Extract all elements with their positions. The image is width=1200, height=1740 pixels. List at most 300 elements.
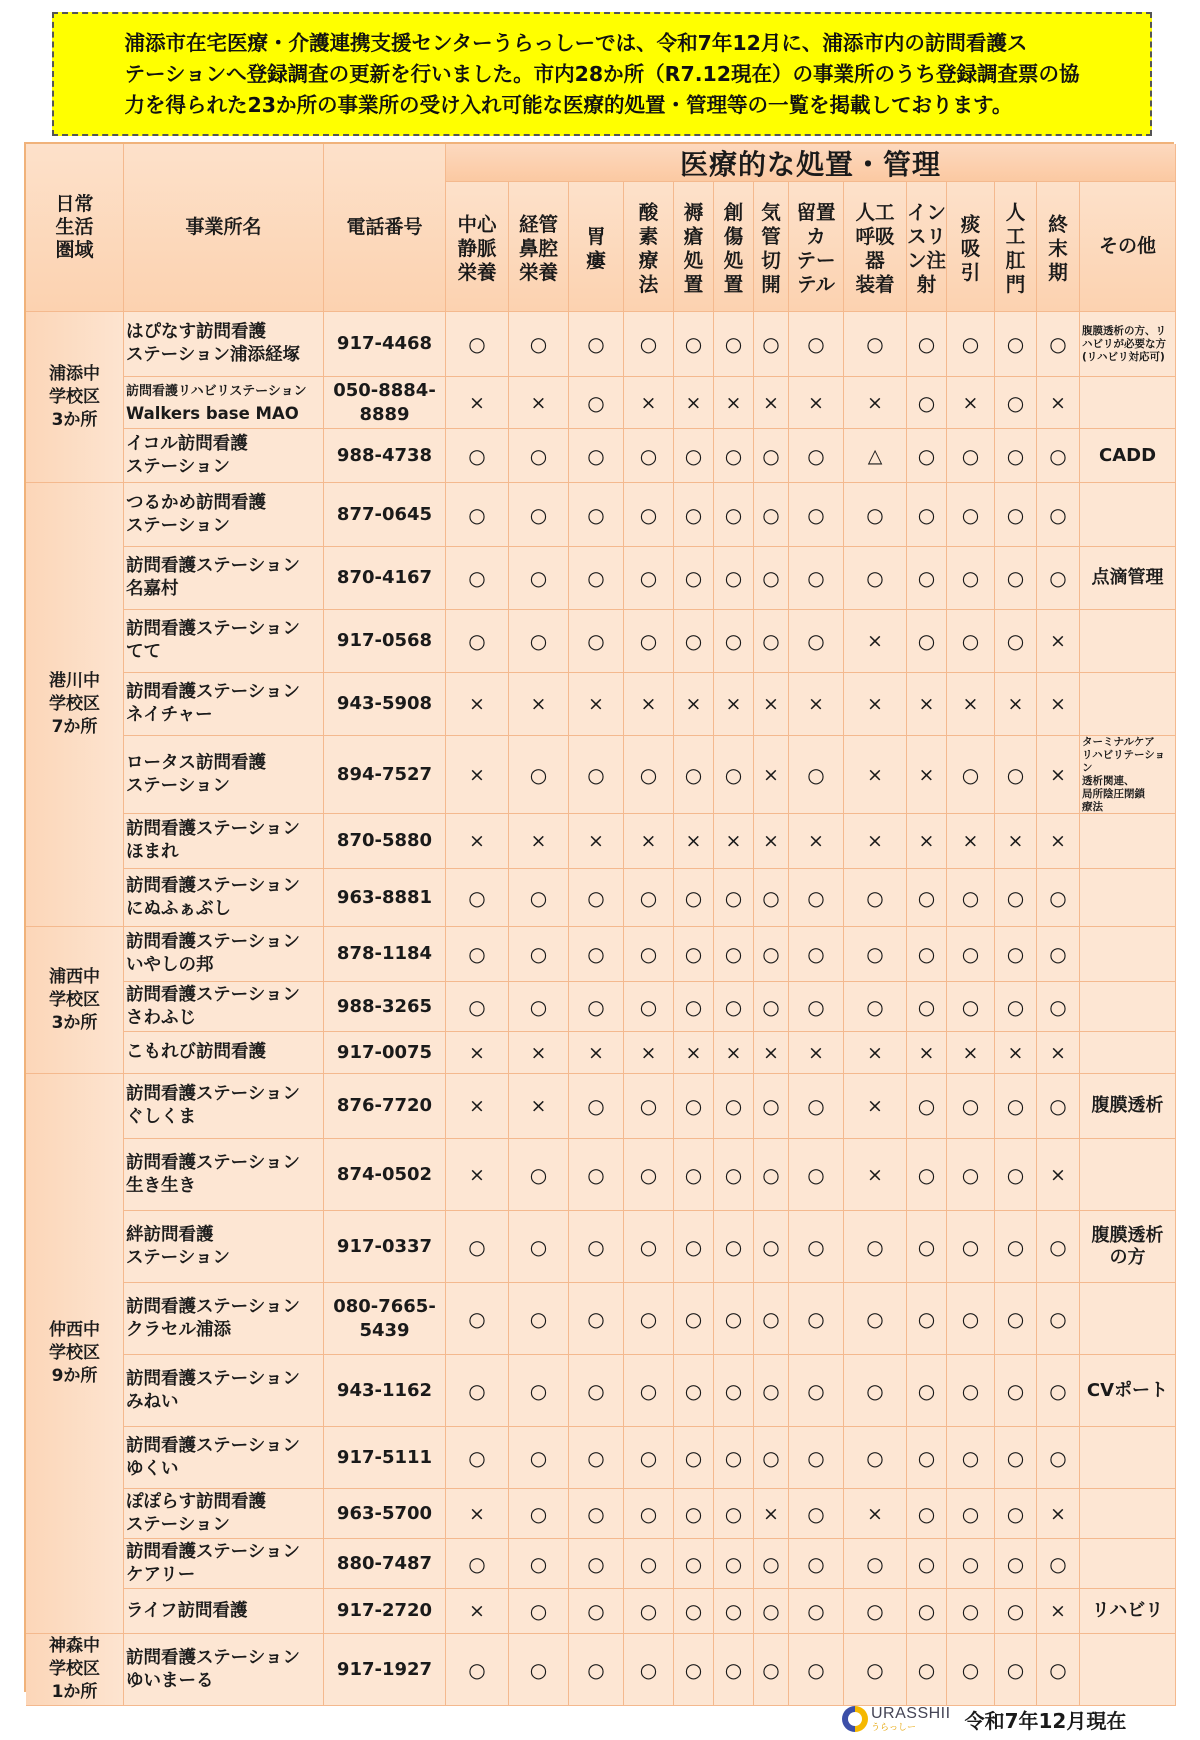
logo-subname: うらっしー [871,1722,917,1733]
treatment-mark: ○ [509,1489,569,1539]
treatment-mark: ○ [995,1634,1037,1706]
treatment-mark: × [446,1074,509,1139]
treatment-mark: × [844,1139,907,1211]
treatment-mark: × [844,736,907,814]
treatment-mark: ○ [789,1539,844,1589]
facility-name: ライフ訪問看護 [124,1589,324,1634]
treatment-mark: ○ [907,1589,947,1634]
treatment-mark: ○ [844,1539,907,1589]
treatment-mark: ○ [509,1283,569,1355]
treatment-mark: ○ [789,1283,844,1355]
treatment-mark: ○ [446,312,509,377]
treatment-mark: ○ [1037,1074,1080,1139]
treatment-mark: ○ [947,312,995,377]
treatment-mark: ○ [446,927,509,982]
other-note [1080,610,1176,673]
treatment-mark: ○ [569,869,624,927]
treatment-mark: ○ [754,1283,789,1355]
treatment-mark: ○ [1037,312,1080,377]
treatment-mark: ○ [624,547,674,610]
treatment-mark: ○ [754,547,789,610]
urasshii-logo [842,1702,951,1736]
phone-number: 917-2720 [324,1589,446,1634]
treatment-mark: × [1037,1032,1080,1074]
treatment-mark: ○ [844,547,907,610]
treatment-mark: ○ [947,1139,995,1211]
treatment-mark: ○ [714,927,754,982]
phone-number: 917-0075 [324,1032,446,1074]
treatment-mark: × [947,1032,995,1074]
treatment-mark: × [1037,377,1080,429]
treatment-mark: ○ [754,483,789,547]
treatment-mark: × [714,673,754,736]
treatment-mark: ○ [624,1283,674,1355]
treatment-mark: ○ [509,869,569,927]
header-treatment: 褥 瘡 処 置 [674,182,714,312]
treatment-mark: ○ [446,1355,509,1427]
treatment-mark: ○ [569,927,624,982]
other-note [1080,814,1176,869]
treatment-mark: ○ [509,1634,569,1706]
other-note [1080,1283,1176,1355]
treatment-mark: ○ [995,982,1037,1032]
treatment-mark: × [624,377,674,429]
facility-name-prefix: 訪問看護リハビリステーション [126,383,307,399]
treatment-mark: ○ [947,927,995,982]
treatment-mark: ○ [947,610,995,673]
area-cell: 浦西中 学校区 3か所 [26,927,124,1074]
treatment-mark: ○ [844,1427,907,1489]
treatment-mark: ○ [624,869,674,927]
treatment-mark: × [509,1074,569,1139]
treatment-mark: ○ [446,982,509,1032]
phone-number: 870-5880 [324,814,446,869]
notice-line-3: 力を得られた23か所の事業所の受け入れ可能な医療的処置・管理等の一覧を掲載しております。 [124,92,1013,117]
treatment-mark: ○ [907,1139,947,1211]
header-treatment: 痰 吸 引 [947,182,995,312]
phone-number: 917-0337 [324,1211,446,1283]
treatment-mark: × [995,814,1037,869]
header-treatment: イン スリ ン注 射 [907,182,947,312]
other-note [1080,1539,1176,1589]
notice-banner [52,12,1152,136]
treatment-mark: ○ [624,982,674,1032]
treatment-mark: ○ [995,1589,1037,1634]
treatment-mark: × [1037,1489,1080,1539]
treatment-mark: ○ [995,736,1037,814]
area-cell: 神森中 学校区 1か所 [26,1634,124,1706]
treatment-mark: ○ [569,377,624,429]
treatment-mark: ○ [907,927,947,982]
treatment-mark: ○ [1037,483,1080,547]
treatment-mark: × [714,1032,754,1074]
treatment-mark: ○ [995,610,1037,673]
facility-name: イコル訪問看護 ステーション [124,429,324,483]
treatment-mark: × [907,673,947,736]
treatment-mark: ○ [569,429,624,483]
treatment-mark: ○ [624,1139,674,1211]
header-treatment: 創 傷 処 置 [714,182,754,312]
treatment-mark: × [714,377,754,429]
treatment-mark: ○ [789,927,844,982]
header-title: 医療的な処置・管理 [446,144,1176,182]
treatment-mark: ○ [1037,982,1080,1032]
treatment-mark: ○ [674,1074,714,1139]
treatment-mark: ○ [714,429,754,483]
facility-name: 訪問看護ステーション ほまれ [124,814,324,869]
treatment-mark: ○ [947,1489,995,1539]
phone-number: 050-8884- 8889 [324,377,446,429]
treatment-mark: ○ [789,483,844,547]
treatment-mark: ○ [844,1589,907,1634]
treatment-mark: ○ [509,1589,569,1634]
header-facility-name: 事業所名 [124,144,324,312]
treatment-mark: ○ [789,1211,844,1283]
facility-name: 訪問看護ステーション ゆいまーる [124,1634,324,1706]
treatment-mark: ○ [569,1489,624,1539]
treatment-mark: ○ [1037,547,1080,610]
treatment-mark: ○ [947,429,995,483]
treatment-mark: ○ [754,982,789,1032]
other-note [1080,1489,1176,1539]
treatment-mark: ○ [947,1074,995,1139]
treatment-mark: ○ [446,610,509,673]
treatment-mark: ○ [509,736,569,814]
treatment-mark: × [674,1032,714,1074]
phone-number: 917-5111 [324,1427,446,1489]
treatment-mark: ○ [995,1211,1037,1283]
treatment-mark: ○ [446,1634,509,1706]
facility-name: 訪問看護ステーション みねい [124,1355,324,1427]
treatment-mark: × [947,814,995,869]
treatment-mark: × [995,1032,1037,1074]
treatment-mark: ○ [907,429,947,483]
area-cell: 仲西中 学校区 9か所 [26,1074,124,1634]
treatment-mark: ○ [844,1283,907,1355]
other-note [1080,483,1176,547]
treatment-mark: ○ [754,1427,789,1489]
treatment-mark: × [624,814,674,869]
treatment-mark: ○ [509,982,569,1032]
treatment-mark: ○ [674,1139,714,1211]
treatment-mark: ○ [509,1211,569,1283]
treatment-table [24,142,1174,1702]
treatment-mark: ○ [569,1283,624,1355]
treatment-mark: × [569,1032,624,1074]
treatment-mark: × [754,736,789,814]
facility-name: 絆訪問看護 ステーション [124,1211,324,1283]
treatment-mark: ○ [674,1283,714,1355]
treatment-mark: ○ [1037,1283,1080,1355]
treatment-mark: ○ [509,1355,569,1427]
treatment-mark: ○ [995,1539,1037,1589]
header-other: その他 [1080,182,1176,312]
treatment-mark: ○ [789,429,844,483]
treatment-mark: × [446,1489,509,1539]
header-treatment: 留置 カ テー テル [789,182,844,312]
treatment-mark: ○ [509,1539,569,1589]
treatment-mark: ○ [995,483,1037,547]
other-note: CADD [1080,429,1176,483]
treatment-mark: ○ [907,1283,947,1355]
facility-name: 訪問看護ステーション クラセル浦添 [124,1283,324,1355]
treatment-mark: ○ [789,1589,844,1634]
header-treatment: 中心 静脈 栄養 [446,182,509,312]
treatment-mark: × [947,673,995,736]
treatment-mark: ○ [789,982,844,1032]
treatment-mark: ○ [569,1427,624,1489]
treatment-mark: × [446,673,509,736]
treatment-mark: ○ [674,927,714,982]
treatment-mark: ○ [674,1589,714,1634]
treatment-mark: ○ [1037,1539,1080,1589]
treatment-mark: × [844,377,907,429]
treatment-mark: ○ [624,1074,674,1139]
treatment-mark: × [569,814,624,869]
treatment-mark: ○ [995,429,1037,483]
treatment-mark: ○ [844,927,907,982]
treatment-mark: ○ [714,1427,754,1489]
other-note [1080,1139,1176,1211]
treatment-mark: ○ [907,1634,947,1706]
treatment-mark: ○ [674,1211,714,1283]
other-note [1080,1032,1176,1074]
header-treatment: 人工 呼吸 器 装着 [844,182,907,312]
header-phone: 電話番号 [324,144,446,312]
as-of-date: 令和7年12月現在 [964,1708,1127,1733]
treatment-mark: ○ [569,736,624,814]
treatment-mark: ○ [624,1355,674,1427]
treatment-mark: × [754,814,789,869]
treatment-mark: ○ [754,1211,789,1283]
treatment-mark: × [446,377,509,429]
treatment-mark: ○ [569,547,624,610]
treatment-mark: × [907,1032,947,1074]
facility-name: 訪問看護ステーション ネイチャー [124,673,324,736]
treatment-mark: ○ [995,1427,1037,1489]
treatment-mark: ○ [674,736,714,814]
treatment-mark: ○ [624,736,674,814]
treatment-mark: ○ [624,1489,674,1539]
treatment-mark: × [754,377,789,429]
treatment-mark: ○ [907,1074,947,1139]
treatment-mark: ○ [569,483,624,547]
treatment-mark: ○ [789,610,844,673]
treatment-mark: ○ [714,869,754,927]
treatment-mark: ○ [624,1589,674,1634]
treatment-mark: × [509,814,569,869]
treatment-mark: ○ [907,1489,947,1539]
treatment-mark: ○ [1037,927,1080,982]
facility-name: ロータス訪問看護 ステーション [124,736,324,814]
notice-line-2: テーションへ登録調査の更新を行いました。市内28か所（R7.12現在）の事業所のうち登録調査票の協 [124,61,1080,86]
treatment-mark: ○ [995,1074,1037,1139]
treatment-mark: ○ [714,1634,754,1706]
treatment-mark: ○ [995,377,1037,429]
treatment-mark: ○ [1037,1634,1080,1706]
treatment-mark: ○ [624,610,674,673]
treatment-mark: ○ [624,927,674,982]
treatment-mark: ○ [446,547,509,610]
treatment-mark: ○ [947,1539,995,1589]
treatment-mark: ○ [569,610,624,673]
phone-number: 894-7527 [324,736,446,814]
treatment-mark: ○ [714,1355,754,1427]
treatment-mark: ○ [754,312,789,377]
treatment-mark: × [789,1032,844,1074]
treatment-mark: × [509,673,569,736]
treatment-mark: × [569,673,624,736]
treatment-mark: ○ [844,869,907,927]
treatment-mark: × [1037,1139,1080,1211]
treatment-mark: ○ [907,547,947,610]
treatment-mark: ○ [947,1355,995,1427]
other-note [1080,982,1176,1032]
treatment-mark: ○ [674,1539,714,1589]
treatment-mark: ○ [789,1139,844,1211]
treatment-mark: × [789,673,844,736]
treatment-mark: ○ [569,1355,624,1427]
treatment-mark: ○ [995,1489,1037,1539]
phone-number: 877-0645 [324,483,446,547]
treatment-mark: ○ [995,1283,1037,1355]
treatment-mark: ○ [947,547,995,610]
treatment-mark: × [789,377,844,429]
treatment-mark: ○ [789,736,844,814]
logo-name: URASSHII [871,1704,951,1722]
facility-name: 訪問看護ステーション 生き生き [124,1139,324,1211]
header-treatment: 人 工 肛 門 [995,182,1037,312]
treatment-mark: ○ [754,869,789,927]
phone-number: 917-1927 [324,1634,446,1706]
treatment-mark: ○ [947,1589,995,1634]
treatment-mark: ○ [624,1427,674,1489]
logo-mark-icon [842,1706,868,1732]
treatment-mark: ○ [624,1539,674,1589]
facility-name: 訪問看護ステーション にぬふぁぶし [124,869,324,927]
treatment-mark: × [789,814,844,869]
treatment-mark: ○ [509,610,569,673]
treatment-mark: × [674,673,714,736]
treatment-mark: ○ [995,927,1037,982]
treatment-mark: ○ [754,429,789,483]
other-note [1080,1427,1176,1489]
area-cell: 港川中 学校区 7か所 [26,483,124,927]
treatment-mark: ○ [569,1539,624,1589]
treatment-mark: ○ [754,1539,789,1589]
treatment-mark: ○ [624,312,674,377]
phone-number: 988-3265 [324,982,446,1032]
other-note [1080,673,1176,736]
treatment-mark: ○ [844,1211,907,1283]
treatment-mark: ○ [569,312,624,377]
treatment-mark: ○ [674,1355,714,1427]
treatment-mark: ○ [509,429,569,483]
treatment-mark: ○ [789,869,844,927]
treatment-mark: × [1037,673,1080,736]
treatment-mark: ○ [907,312,947,377]
other-note [1080,377,1176,429]
treatment-mark: ○ [844,312,907,377]
treatment-mark: × [1037,610,1080,673]
treatment-mark: × [907,736,947,814]
treatment-mark: ○ [446,483,509,547]
treatment-mark: ○ [714,1539,754,1589]
treatment-mark: ○ [907,869,947,927]
header-area: 日常 生活 圏域 [26,144,124,312]
treatment-mark: × [674,814,714,869]
treatment-mark: × [446,1589,509,1634]
treatment-mark: × [674,377,714,429]
treatment-mark: × [844,814,907,869]
treatment-mark: ○ [714,1283,754,1355]
treatment-mark: ○ [1037,1427,1080,1489]
treatment-mark: ○ [754,610,789,673]
treatment-mark: × [995,673,1037,736]
facility-name: 訪問看護ステーション ぐしくま [124,1074,324,1139]
treatment-mark: ○ [754,927,789,982]
treatment-mark: ○ [789,1355,844,1427]
treatment-mark: ○ [624,429,674,483]
treatment-mark: ○ [1037,1211,1080,1283]
treatment-mark: ○ [446,869,509,927]
treatment-mark: ○ [754,1139,789,1211]
treatment-mark: ○ [714,736,754,814]
treatment-mark: ○ [1037,429,1080,483]
treatment-mark: ○ [844,483,907,547]
treatment-mark: ○ [844,1355,907,1427]
treatment-mark: ○ [509,1139,569,1211]
treatment-mark: ○ [674,869,714,927]
other-note: ターミナルケア リハビリテーション 透析関連、 局所陰圧閉鎖 療法 [1080,736,1176,814]
treatment-mark: ○ [907,1211,947,1283]
other-note: リハビリ [1080,1589,1176,1634]
treatment-mark: × [1037,1589,1080,1634]
treatment-mark: × [509,377,569,429]
treatment-mark: ○ [714,1074,754,1139]
treatment-mark: ○ [714,1211,754,1283]
phone-number: 880-7487 [324,1539,446,1589]
treatment-mark: ○ [714,1489,754,1539]
treatment-mark: ○ [754,1634,789,1706]
phone-number: 876-7720 [324,1074,446,1139]
treatment-mark: × [1037,736,1080,814]
treatment-mark: ○ [674,547,714,610]
treatment-mark: ○ [714,982,754,1032]
treatment-mark: ○ [947,1211,995,1283]
treatment-mark: ○ [947,483,995,547]
treatment-mark: ○ [789,1489,844,1539]
area-cell: 浦添中 学校区 3か所 [26,312,124,483]
footer [842,1702,1182,1736]
treatment-mark: × [714,814,754,869]
treatment-mark: ○ [907,982,947,1032]
facility-name: ぽぽらす訪問看護 ステーション [124,1489,324,1539]
treatment-mark: ○ [569,982,624,1032]
treatment-mark: ○ [674,483,714,547]
treatment-mark: ○ [509,927,569,982]
treatment-mark: ○ [509,1427,569,1489]
treatment-mark: ○ [754,1589,789,1634]
phone-number: 963-8881 [324,869,446,927]
treatment-mark: ○ [995,869,1037,927]
treatment-mark: × [947,377,995,429]
treatment-mark: × [844,610,907,673]
treatment-mark: ○ [947,982,995,1032]
treatment-mark: ○ [907,610,947,673]
phone-number: 917-4468 [324,312,446,377]
treatment-mark: ○ [907,1539,947,1589]
